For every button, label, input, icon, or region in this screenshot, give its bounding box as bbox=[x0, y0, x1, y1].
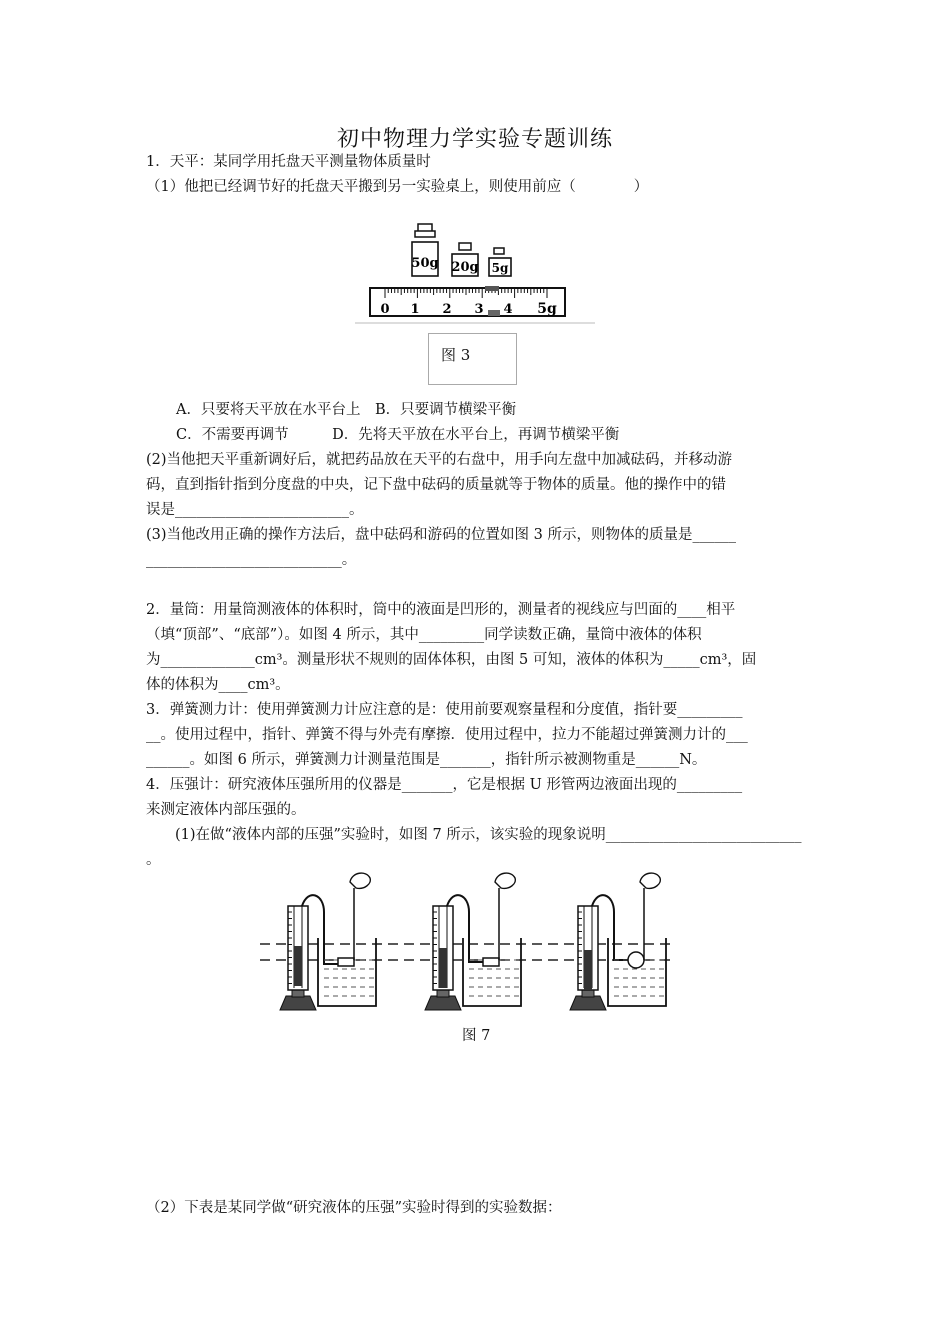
q2-line3: 为_____________cm³。测量形状不规则的固体体积，由图 5 可知，液体的体积为_____cm³，固 bbox=[146, 652, 757, 668]
q1-part3-line1: (3)当他改用正确的操作方法后，盘中砝码和游码的位置如图 3 所示，则物体的质量是______ bbox=[146, 527, 736, 543]
q1-options-ab: A．只要将天平放在水平台上 B．只要调节横梁平衡 bbox=[176, 402, 517, 418]
scale-label: 3 bbox=[474, 302, 484, 317]
scale-label: 5g bbox=[537, 301, 557, 317]
page-title: 初中物理力学实验专题训练 bbox=[336, 127, 613, 152]
q4-part1-line2: 。 bbox=[146, 852, 161, 868]
scale-label: 2 bbox=[442, 302, 452, 317]
rider-scale bbox=[370, 286, 565, 317]
q1-part3-line2: ___________________________。 bbox=[146, 552, 357, 568]
rider-top bbox=[485, 286, 499, 291]
q2-line1: 2．量筒：用量筒测液体的体积时，筒中的液面是凹形的，测量者的视线应与凹面的____相平 bbox=[146, 602, 736, 618]
q4-line2: 来测定液体内部压强的。 bbox=[146, 802, 306, 818]
q1-stem: 1．天平：某同学用托盘天平测量物体质量时 bbox=[146, 154, 431, 170]
weight-50g bbox=[411, 224, 438, 276]
rider bbox=[488, 310, 500, 316]
scale-label: 0 bbox=[380, 302, 390, 317]
figure-7-caption: 图 7 bbox=[462, 1028, 491, 1044]
q1-options-cd: C．不需要再调节 D．先将天平放在水平台上，再调节横梁平衡 bbox=[176, 427, 620, 443]
q1-part2-line1: (2)当他把天平重新调好后，就把药品放在天平的右盘中，用手向左盘中加减砝码，并移动游 bbox=[146, 452, 733, 468]
q1-part2-line2: 码，直到指针指到分度盘的中央，记下盘中砝码的质量就等于物体的质量。他的操作中的错 bbox=[146, 477, 726, 493]
gauge-setup bbox=[280, 873, 376, 1010]
q1-part2-line3: 误是________________________。 bbox=[146, 502, 364, 518]
figure-3-balance-weights bbox=[355, 218, 595, 330]
figure-3-caption-box bbox=[428, 333, 517, 385]
weight-label: 5g bbox=[491, 261, 509, 275]
weight-5g bbox=[489, 248, 511, 276]
q4-part2: （2）下表是某同学做“研究液体的压强”实验时得到的实验数据： bbox=[146, 1200, 562, 1216]
q3-line3: ______。如图 6 所示，弹簧测力计测量范围是_______，指针所示被测物重是______N。 bbox=[146, 752, 707, 768]
scale-label: 4 bbox=[503, 302, 513, 317]
q2-line4: 体的体积为____cm³。 bbox=[146, 677, 290, 693]
q4-line1: 4．压强计：研究液体压强所用的仪器是_______，它是根据 U 形管两边液面出现的_________ bbox=[146, 777, 743, 793]
gauge-setup bbox=[425, 873, 521, 1010]
figure-7-pressure-gauge bbox=[258, 868, 678, 1018]
q3-line1: 3．弹簧测力计：使用弹簧测力计应注意的是：使用前要观察量程和分度值，指针要_________ bbox=[146, 702, 743, 718]
gauge-setup bbox=[570, 873, 666, 1010]
figure-3-caption: 图 3 bbox=[441, 346, 471, 364]
weight-label: 20g bbox=[451, 260, 479, 275]
q1-part1: （1）他把已经调节好的托盘天平搬到另一实验桌上，则使用前应（ ） bbox=[146, 179, 649, 195]
weight-label: 50g bbox=[411, 256, 439, 271]
q4-part1-line1: (1)在做“液体内部的压强”实验时，如图 7 所示，该实验的现象说明___________________________ bbox=[146, 827, 802, 843]
q3-line2: __。使用过程中，指针、弹簧不得与外壳有摩擦．使用过程中，拉力不能超过弹簧测力计的___ bbox=[146, 727, 748, 743]
q2-line2: （填“顶部”、“底部”）。如图 4 所示，其中_________同学读数正确，量筒中液体的体积 bbox=[146, 627, 702, 643]
weight-20g bbox=[451, 243, 478, 276]
scale-label: 1 bbox=[410, 302, 420, 317]
